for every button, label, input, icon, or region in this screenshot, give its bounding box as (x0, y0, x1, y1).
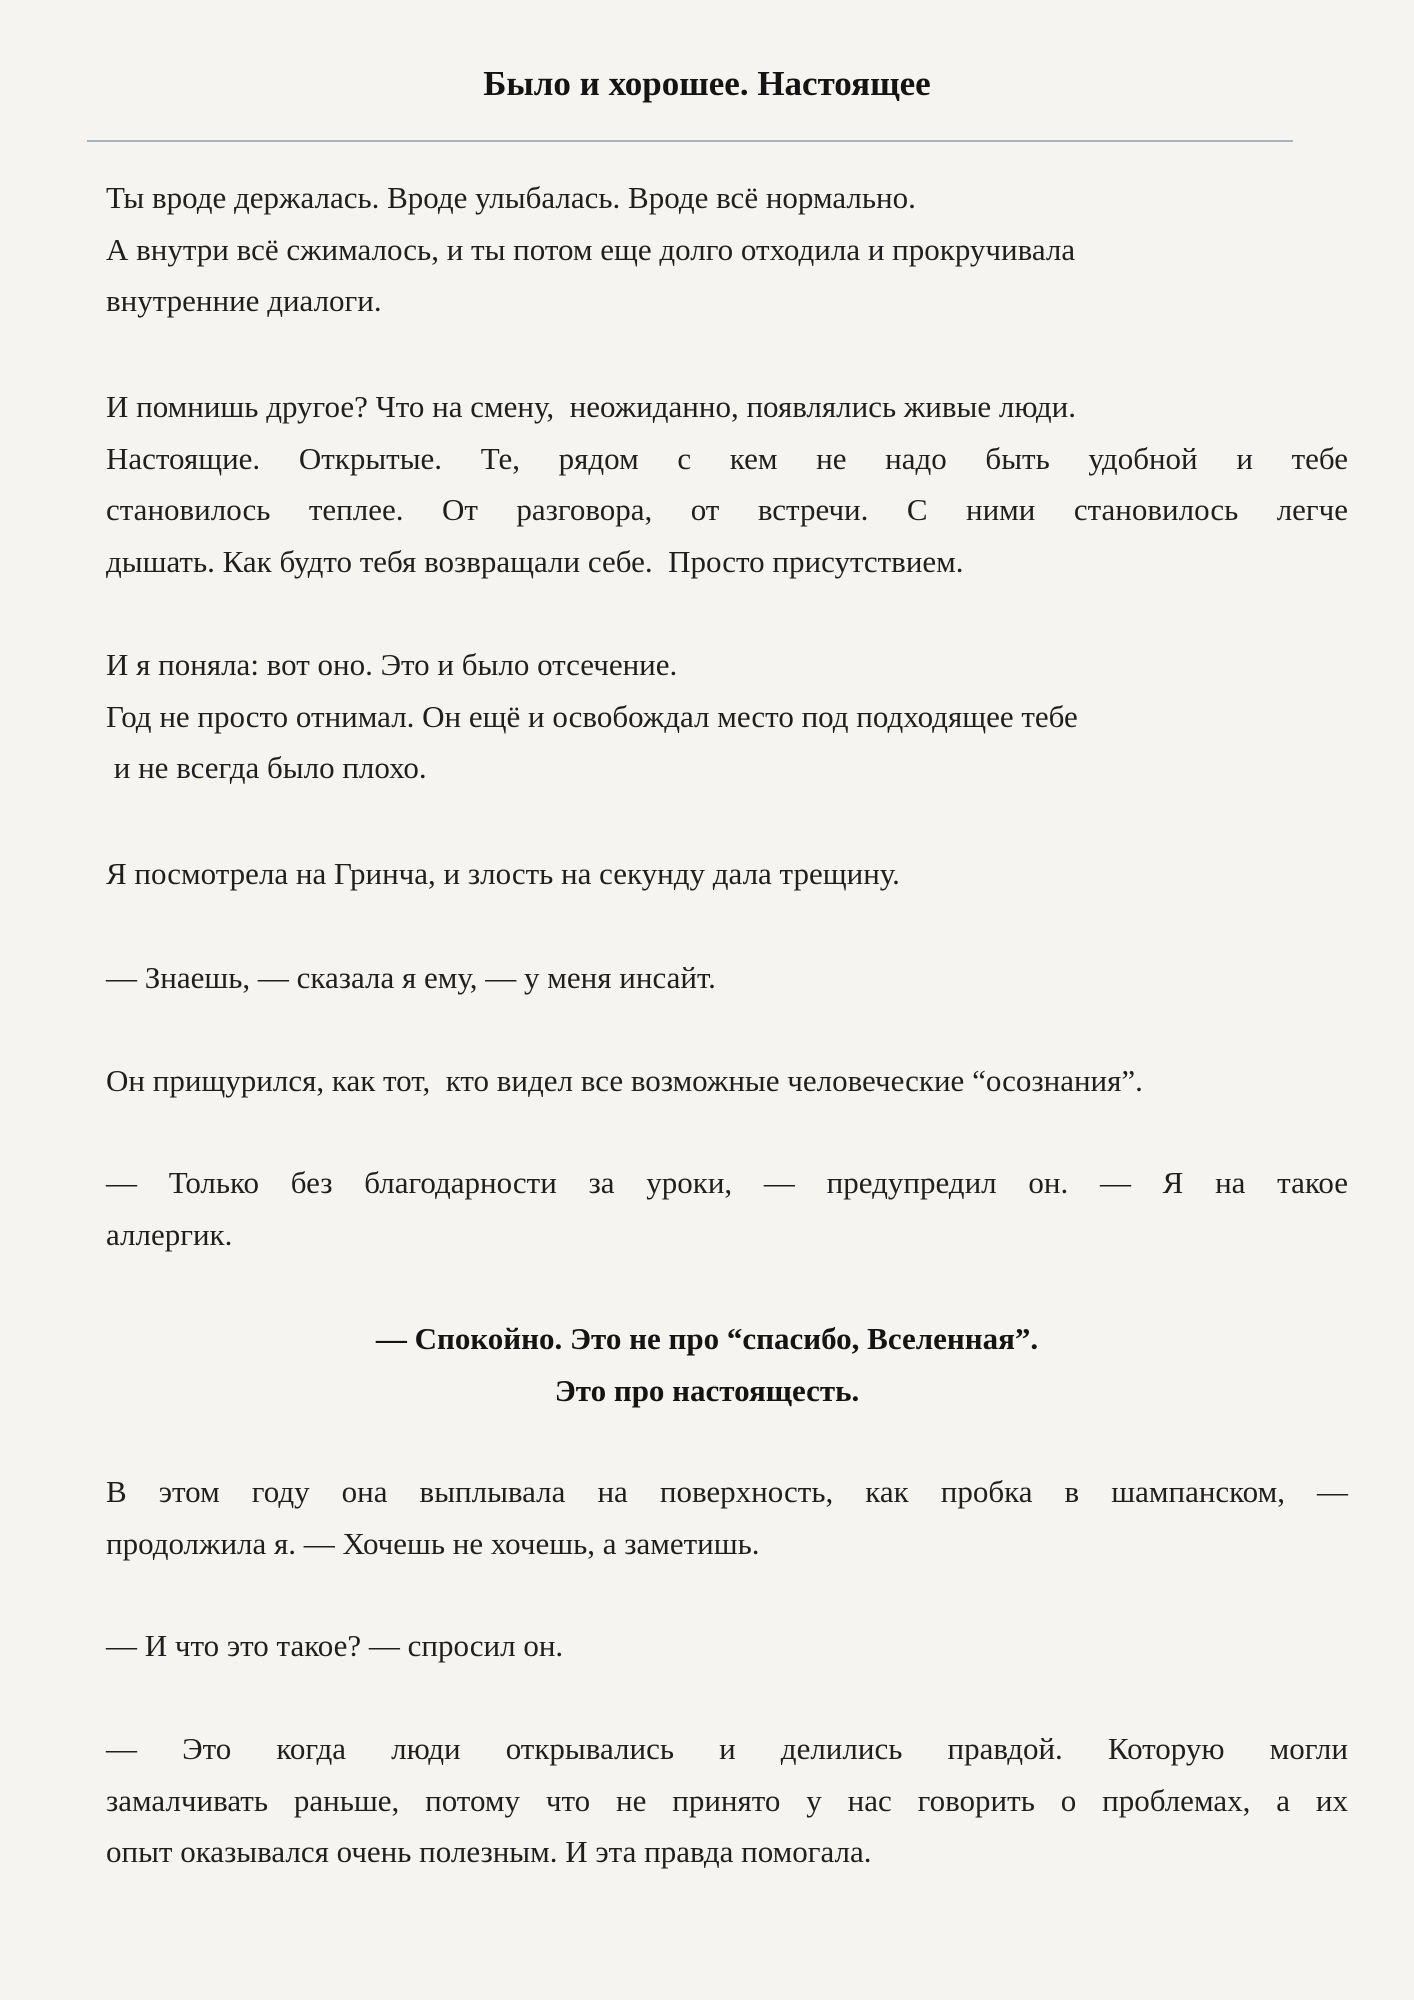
text-line: А внутри всё сжималось, и ты потом еще долго отходила и прокручивала (106, 231, 1076, 267)
paragraph-5 (106, 952, 1348, 1004)
text-line: аллергик. (106, 1216, 233, 1252)
text-line: — Только без благодарности за уроки, — предупредил он. — Я на такое (106, 1165, 1348, 1200)
text-line: — И что это такое? — спросил он. (106, 1628, 564, 1663)
paragraph-3 (106, 639, 1348, 794)
paragraph-1 (106, 172, 1348, 327)
text-line: и не всегда было плохо. (106, 750, 427, 785)
text-line: Ты вроде держалась. Вроде улыбалась. Вроде всё нормально. (106, 180, 916, 215)
emphasis-line: Это про настоящесть. (554, 1372, 860, 1408)
text-line: Он прищурился, как тот, кто видел все возможные человеческие “осознания”. (106, 1063, 1143, 1098)
paragraph-9 (106, 1466, 1348, 1569)
text-line: В этом году она выплывала на поверхность, как пробка в шампанском, — (106, 1474, 1348, 1509)
page-title: Было и хорошее. Настоящее (483, 64, 931, 103)
text-line: Год не просто отнимал. Он ещё и освобождал место под подходящее тебе (106, 698, 1078, 734)
text-line: — Это когда люди открывались и делились правдой. Которую могли (106, 1731, 1348, 1766)
paragraph-4 (106, 848, 1348, 900)
paragraph-11 (106, 1723, 1348, 1878)
text-line: И помнишь другое? Что на смену, неожиданно, появлялись живые люди. (106, 389, 1077, 424)
title-divider (87, 140, 1293, 142)
paragraph-7 (106, 1157, 1348, 1260)
text-line: — Знаешь, — сказала я ему, — у меня инсайт. (106, 960, 716, 995)
paragraph-10 (106, 1620, 1348, 1672)
text-line: И я поняла: вот оно. Это и было отсечение. (106, 647, 678, 682)
text-line: замалчивать раньше, потому что не принято у нас говорить о проблемах, а их (106, 1782, 1348, 1818)
text-line: опыт оказывался очень полезным. И эта правда помогала. (106, 1834, 872, 1869)
paragraph-6 (106, 1055, 1348, 1107)
text-line: дышать. Как будто тебя возвращали себе. Просто присутствием. (106, 543, 964, 579)
text-line: становилось теплее. От разговора, от встречи. С ними становилось легче (106, 492, 1348, 527)
text-line: продолжила я. — Хочешь не хочешь, а заметишь. (106, 1525, 760, 1561)
paragraph-2 (106, 381, 1348, 587)
emphasis-line: — Спокойно. Это не про “спасибо, Вселенная”. (375, 1321, 1039, 1356)
text-line: Настоящие. Открытые. Те, рядом с кем не надо быть удобной и тебе (106, 440, 1348, 476)
emphasis-quote (0, 1313, 1414, 1416)
text-line: Я посмотрела на Гринча, и злость на секунду дала трещину. (106, 856, 900, 891)
text-line: внутренние диалоги. (106, 283, 382, 318)
